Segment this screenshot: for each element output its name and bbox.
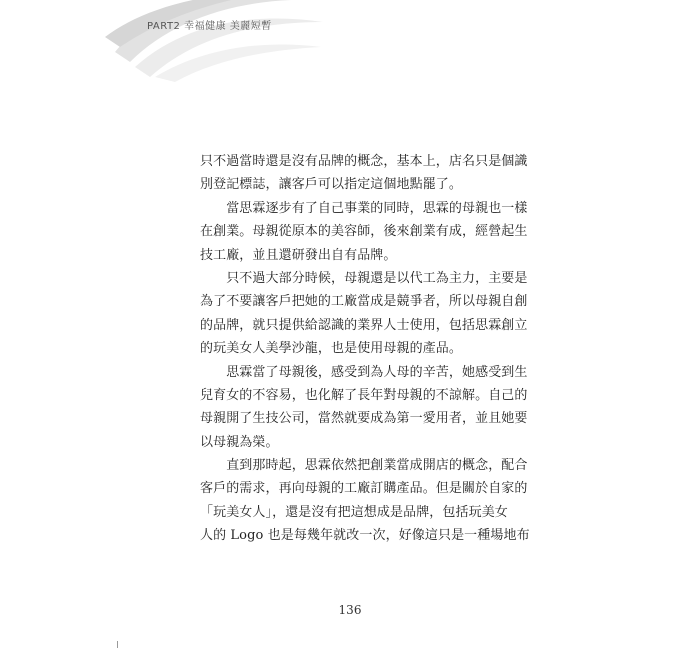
decorative-swirl	[95, 0, 325, 87]
text-line: 客戶的需求，再向母親的工廠訂購產品。但是關於自家的	[200, 481, 528, 497]
text-line: 的玩美女人美學沙龍，也是使用母親的產品。	[200, 341, 463, 357]
text-line: 人的 Logo 也是每幾年就改一次，好像這只是一種場地布	[200, 528, 530, 544]
text-line: 只不過大部分時候，母親還是以代工為主力，主要是	[200, 270, 528, 286]
text-line: 「玩美女人」，還是沒有把這想成是品牌，包括玩美女	[200, 504, 508, 520]
text-line: 兒育女的不容易，也化解了長年對母親的不諒解。自己的	[200, 387, 528, 403]
text-line: 當思霖逐步有了自己事業的同時，思霖的母親也一樣	[200, 200, 528, 216]
page-number: 136	[338, 603, 362, 617]
text-line: 母親開了生技公司，當然就要成為第一愛用者，並且她要	[200, 411, 528, 427]
margin-mark	[117, 641, 118, 648]
section-header: PART2 幸福健康 美麗短暫	[147, 21, 272, 32]
body-text	[200, 150, 530, 548]
text-line: 的品牌，就只提供給認識的業界人士使用，包括思霖創立	[200, 317, 528, 333]
text-line: 別登記標誌，讓客戶可以指定這個地點罷了。	[200, 177, 463, 193]
text-line: 只不過當時還是沒有品牌的概念，基本上，店名只是個識	[200, 154, 528, 169]
text-line: 思霖當了母親後，感受到為人母的辛苦，她感受到生	[200, 364, 528, 380]
text-line: 為了不要讓客戶把她的工廠當成是競爭者，所以母親自創	[200, 294, 528, 310]
text-line: 直到那時起，思霖依然把創業當成開店的概念，配合	[200, 458, 528, 474]
text-line: 以母親為榮。	[200, 434, 279, 450]
text-line: 在創業。母親從原本的美容師，後來創業有成，經營起生	[200, 224, 528, 240]
text-line: 技工廠，並且還研發出自有品牌。	[200, 247, 397, 263]
